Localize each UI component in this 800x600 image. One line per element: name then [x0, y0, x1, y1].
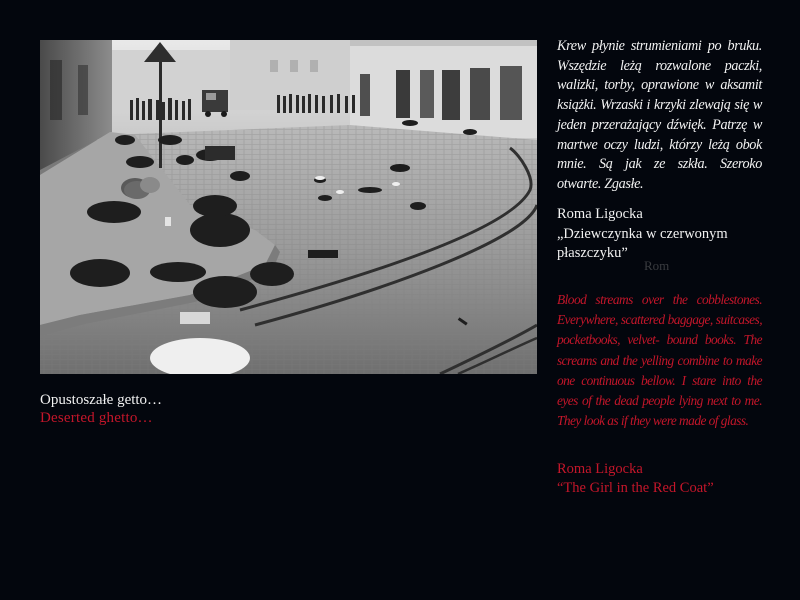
- author-polish-name: Roma Ligocka: [557, 206, 643, 222]
- author-polish: [557, 205, 762, 264]
- photo-caption: [40, 391, 162, 427]
- ghetto-street-photo: [40, 40, 537, 374]
- author-polish-title: „Dziewczynka w czerwonym płaszczyku”: [557, 225, 728, 261]
- caption-polish: Opustoszałe getto…: [40, 392, 163, 408]
- ghost-text: Rom: [644, 258, 670, 273]
- author-english-title: “The Girl in the Red Coat”: [557, 479, 714, 496]
- author-english-name: Roma Ligocka: [557, 461, 643, 477]
- quote-english: Blood streams over the cobblestones. Everywhere, scattered baggage, suitcases, pocketbooks, velvet- bound books. The screams and the yelling combine to make one continuous bellow. I stare into the eyes of the dead people lying next to me. They look as if they were made of glass.: [557, 292, 762, 429]
- author-english: [557, 460, 762, 497]
- quote-polish: Krew płynie strumieniami po bruku. Wszędzie leżą rozwalone paczki, walizki, torby, oprawione w aksamit książki. Wrzaski i krzyki zlewają się w jeden przerażający dźwięk. Patrzę w martwe oczy ludzi, którzy leżą obok mnie. Są jak ze szkła. Szeroko otwarte. Zgasłe.: [557, 38, 762, 192]
- caption-english: Deserted ghetto…: [40, 410, 153, 426]
